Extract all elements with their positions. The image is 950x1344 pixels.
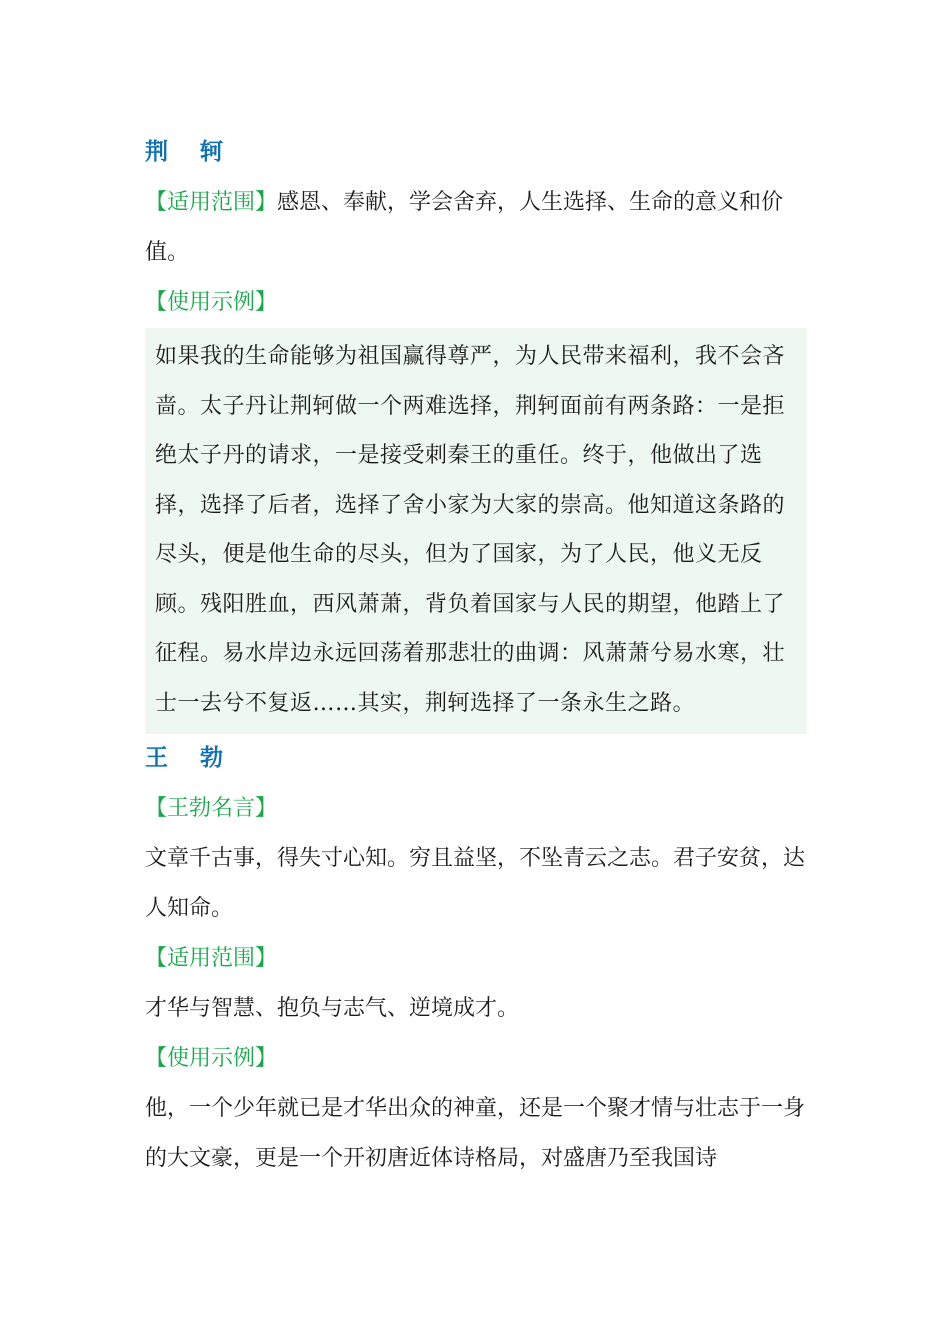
example-text-wangbo: 他，一个少年就已是才华出众的神童，还是一个聚才情与壮志于一身的大文豪，更是一个开初唐近体诗格局，对盛唐乃至我国诗 bbox=[145, 1096, 806, 1171]
section-title-wangbo: 王 勃 bbox=[145, 745, 236, 771]
scope-text-wangbo: 才华与智慧、抱负与志气、逆境成才。 bbox=[145, 996, 520, 1021]
scope-label-wangbo: 【适用范围】 bbox=[145, 946, 278, 971]
section-title-jingke: 荆 轲 bbox=[145, 139, 236, 165]
example-text-jingke: 如果我的生命能够为祖国赢得尊严，为人民带来福利，我不会吝啬。太子丹让荆轲做一个两难选择，荆轲面前有两条路：一是拒绝太子丹的请求，一是接受刺秦王的重任。终于，他做出了选择，选择了后者，选择了舍小家为大家的崇高。他知道这条路的尽头，便是他生命的尽头，但为了国家，为了人民，他义无反顾。残阳胜血，西风萧萧，背负着国家与人民的期望，他踏上了征程。易水岸边永远回荡着那悲壮的曲调：风萧萧兮易水寒，壮士一去兮不复返……其实，荆轲选择了一条永生之路。 bbox=[155, 344, 786, 716]
quote-label-wangbo: 【王勃名言】 bbox=[145, 796, 278, 821]
quote-text-wangbo: 文章千古事，得失寸心知。穷且益坚，不坠青云之志。君子安贫，达人知命。 bbox=[145, 846, 806, 921]
example-box-jingke bbox=[145, 328, 807, 734]
scope-text: 感恩、奉献，学会舍弃，人生选择、生命的意义和价值。 bbox=[145, 190, 784, 265]
example-label-wangbo: 【使用示例】 bbox=[145, 1046, 278, 1071]
example-label-jingke: 【使用示例】 bbox=[145, 290, 278, 315]
scope-paragraph-jingke bbox=[145, 178, 810, 278]
scope-label: 【适用范围】 bbox=[145, 190, 278, 215]
document-page bbox=[145, 130, 825, 1184]
